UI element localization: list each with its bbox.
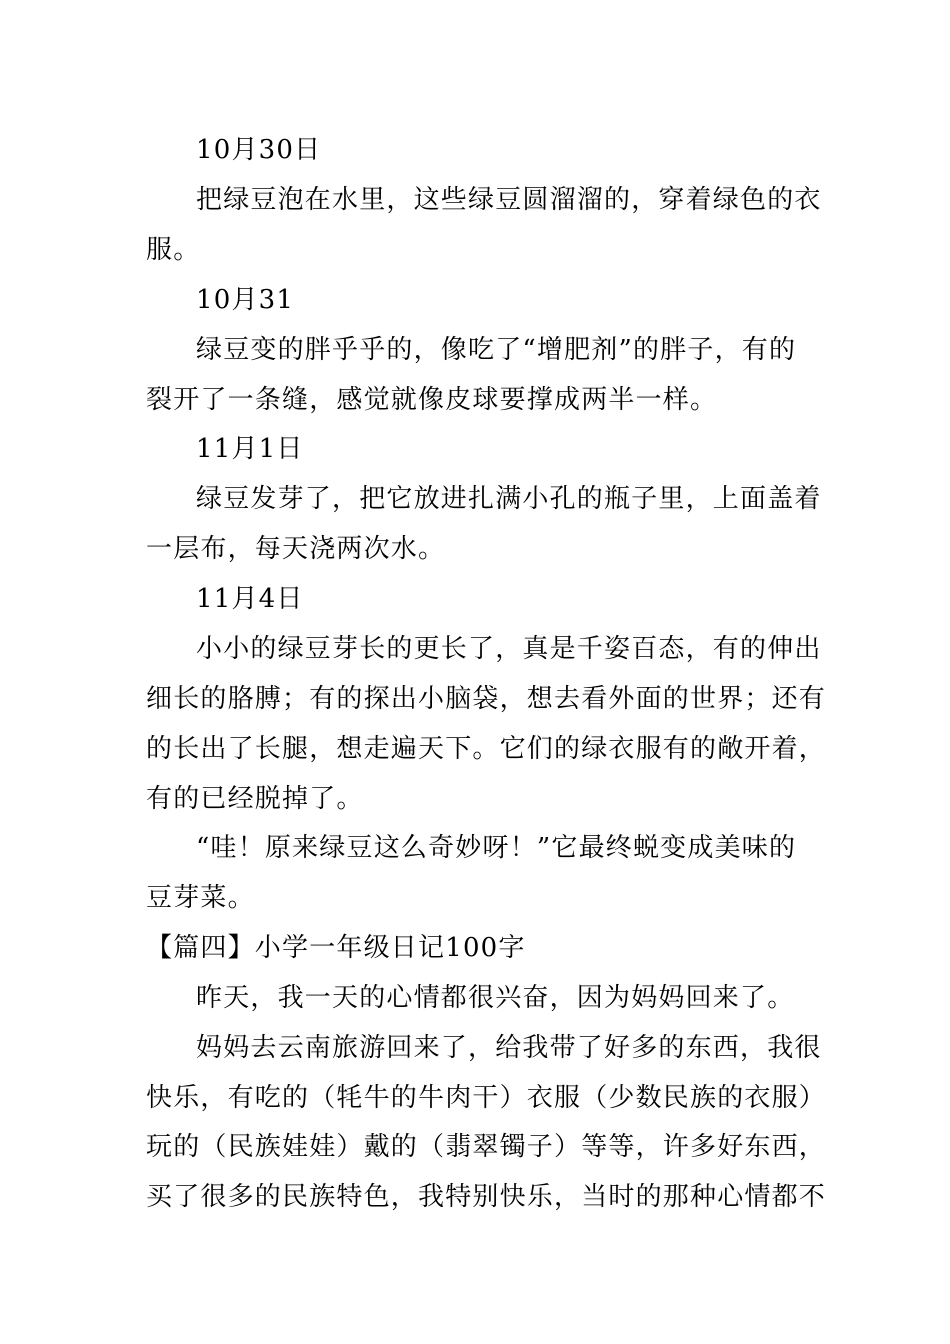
paragraph-line: 的长出了长腿，想走遍天下。它们的绿衣服有的敞开着， [146,734,827,764]
paragraph-line: 小小的绿豆芽长的更长了，真是千姿百态，有的伸出 [196,634,822,664]
paragraph-line: 服。 [146,235,201,265]
diary-date-nov-1: 11月1日 [196,434,304,464]
paragraph-line: “哇！原来绿豆这么奇妙呀！”它最终蜕变成美味的 [196,833,797,863]
paragraph-line: 裂开了一条缝，感觉就像皮球要撑成两半一样。 [146,385,718,415]
paragraph-line: 买了很多的民族特色，我特别快乐，当时的那种心情都不 [146,1182,827,1212]
diary-date-oct-30: 10月30日 [196,135,322,165]
diary-date-oct-31: 10月31 [196,285,295,315]
paragraph-line: 快乐，有吃的（牦牛的牛肉干）衣服（少数民族的衣服） [146,1083,827,1113]
paragraph-line: 玩的（民族娃娃）戴的（翡翠镯子）等等，许多好东西， [146,1132,827,1162]
paragraph-line: 妈妈去云南旅游回来了，给我带了好多的东西，我很 [196,1033,822,1063]
paragraph-line: 绿豆变的胖乎乎的，像吃了“增肥剂”的胖子，有的 [196,335,797,365]
paragraph-line: 绿豆发芽了，把它放进扎满小孔的瓶子里，上面盖着 [196,484,822,514]
paragraph-line: 细长的胳膊；有的探出小脑袋，想去看外面的世界；还有 [146,684,827,714]
diary-date-nov-4: 11月4日 [196,584,304,614]
paragraph-line: 豆芽菜。 [146,883,255,913]
paragraph-line: 一层布，每天浇两次水。 [146,534,446,564]
paragraph-line: 把绿豆泡在水里，这些绿豆圆溜溜的，穿着绿色的衣 [196,185,822,215]
section-heading: 【篇四】小学一年级日记100字 [146,933,526,963]
paragraph-line: 有的已经脱掉了。 [146,784,364,814]
paragraph-line: 昨天，我一天的心情都很兴奋，因为妈妈回来了。 [196,983,795,1013]
